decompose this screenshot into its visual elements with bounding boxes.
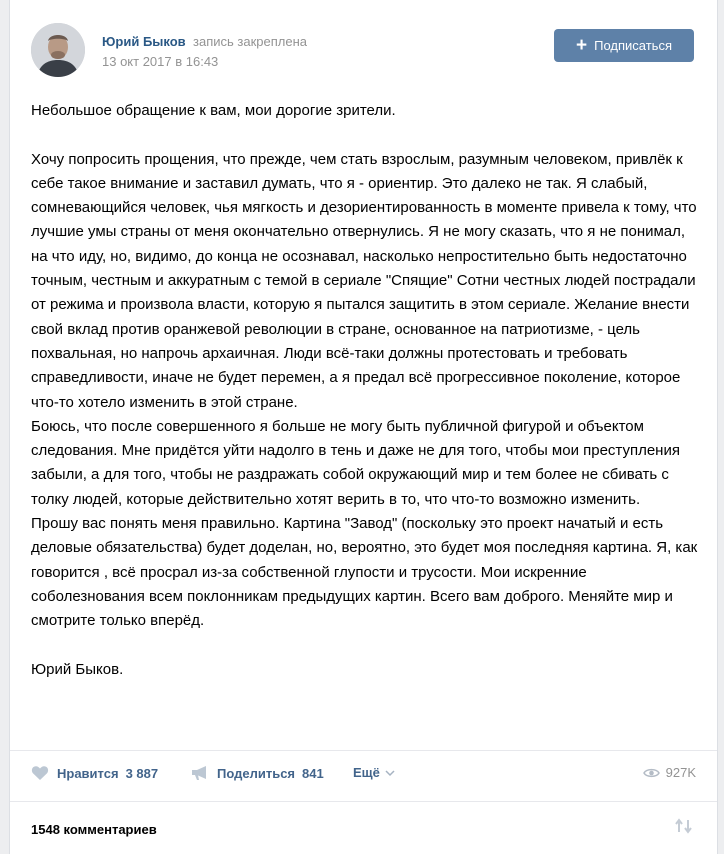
views-count: 927K bbox=[665, 765, 696, 780]
plus-icon: + bbox=[576, 35, 588, 56]
post-date[interactable]: 13 окт 2017 в 16:43 bbox=[102, 54, 219, 69]
chevron-down-icon bbox=[385, 769, 395, 777]
eye-icon bbox=[643, 767, 660, 779]
post-text: Небольшое обращение к вам, мои дорогие зрители. Хочу попросить прощения, что прежде, чем стать взрослым, разумным человеком, привлёк к себе такое внимание и заставил думать, что я - ориентир. Это далеко не так. Я слабый, сомневающийся человек, чья мягкость и дезориентированность в моменте привела к тому, что лучшие умы страны от меня окончательно отвернулись. Я не могу сказать, что я не понимал, на что иду, но, видимо, до конца не осознавал, насколько непростительно быть недостаточно точным, честным и аккуратным с темой в сериале "Спящие" Сотни честных людей пострадали от режима и произвола власти, которую я пытался защитить в этом сериале. Желание внести свой вклад против оранжевой революции в стране, основанное на патриотизме, - цель похвальная, но напрочь архаичная. Люди всё-таки должны протестовать и требовать справедливости, иначе не будет перемен, а я предал всё прогрессивное поколение, которое что-то хотело изменить в этой стране. Боюсь, что после совершенного я больше не могу быть публичной фигурой и объектом следования. Мне придётся уйти надолго в тень и даже не для того, чтобы мои преступления забыли, а для того, чтобы не раздражать собой окружающий мир и тем более не сбивать с толку людей, которые действительно хотят верить в то, что что-то возможно изменить. Прошу вас понять меня правильно. Картина "Завод" (поскольку это проект начатый и есть деловые обязательства) будет доделан, но, вероятно, это будет моя последняя картина. Я, как говорится , всё просрал из-за собственной глупости и трусости. Мои искренние соболезнования всем поклонникам предыдущих картин. Всего вам доброго. Меняйте мир и смотрите только вперёд. Юрий Быков. bbox=[31, 102, 698, 678]
sort-button[interactable] bbox=[674, 818, 694, 839]
share-count: 841 bbox=[302, 765, 324, 781]
avatar[interactable] bbox=[31, 23, 85, 77]
subscribe-label: Подписаться bbox=[594, 38, 672, 53]
like-label: Нравится bbox=[57, 765, 119, 781]
like-count: 3 887 bbox=[125, 765, 159, 781]
megaphone-icon bbox=[191, 765, 209, 781]
post-actions bbox=[31, 765, 696, 785]
sort-arrows-icon bbox=[674, 818, 694, 834]
author-name[interactable]: Юрий Быков bbox=[102, 34, 186, 49]
share-button[interactable] bbox=[191, 765, 324, 781]
comments-count[interactable]: 1548 комментариев bbox=[31, 822, 157, 837]
divider bbox=[10, 750, 717, 751]
share-label: Поделиться bbox=[217, 765, 296, 781]
post-card bbox=[9, 0, 718, 854]
views-counter bbox=[643, 765, 696, 780]
pinned-status: запись закреплена bbox=[193, 34, 307, 49]
divider bbox=[10, 801, 717, 802]
more-button[interactable] bbox=[353, 765, 395, 780]
avatar-photo-icon bbox=[31, 23, 85, 77]
like-button[interactable] bbox=[31, 765, 158, 781]
heart-icon bbox=[31, 765, 49, 781]
subscribe-button[interactable] bbox=[554, 29, 694, 62]
more-label: Ещё bbox=[353, 765, 380, 780]
